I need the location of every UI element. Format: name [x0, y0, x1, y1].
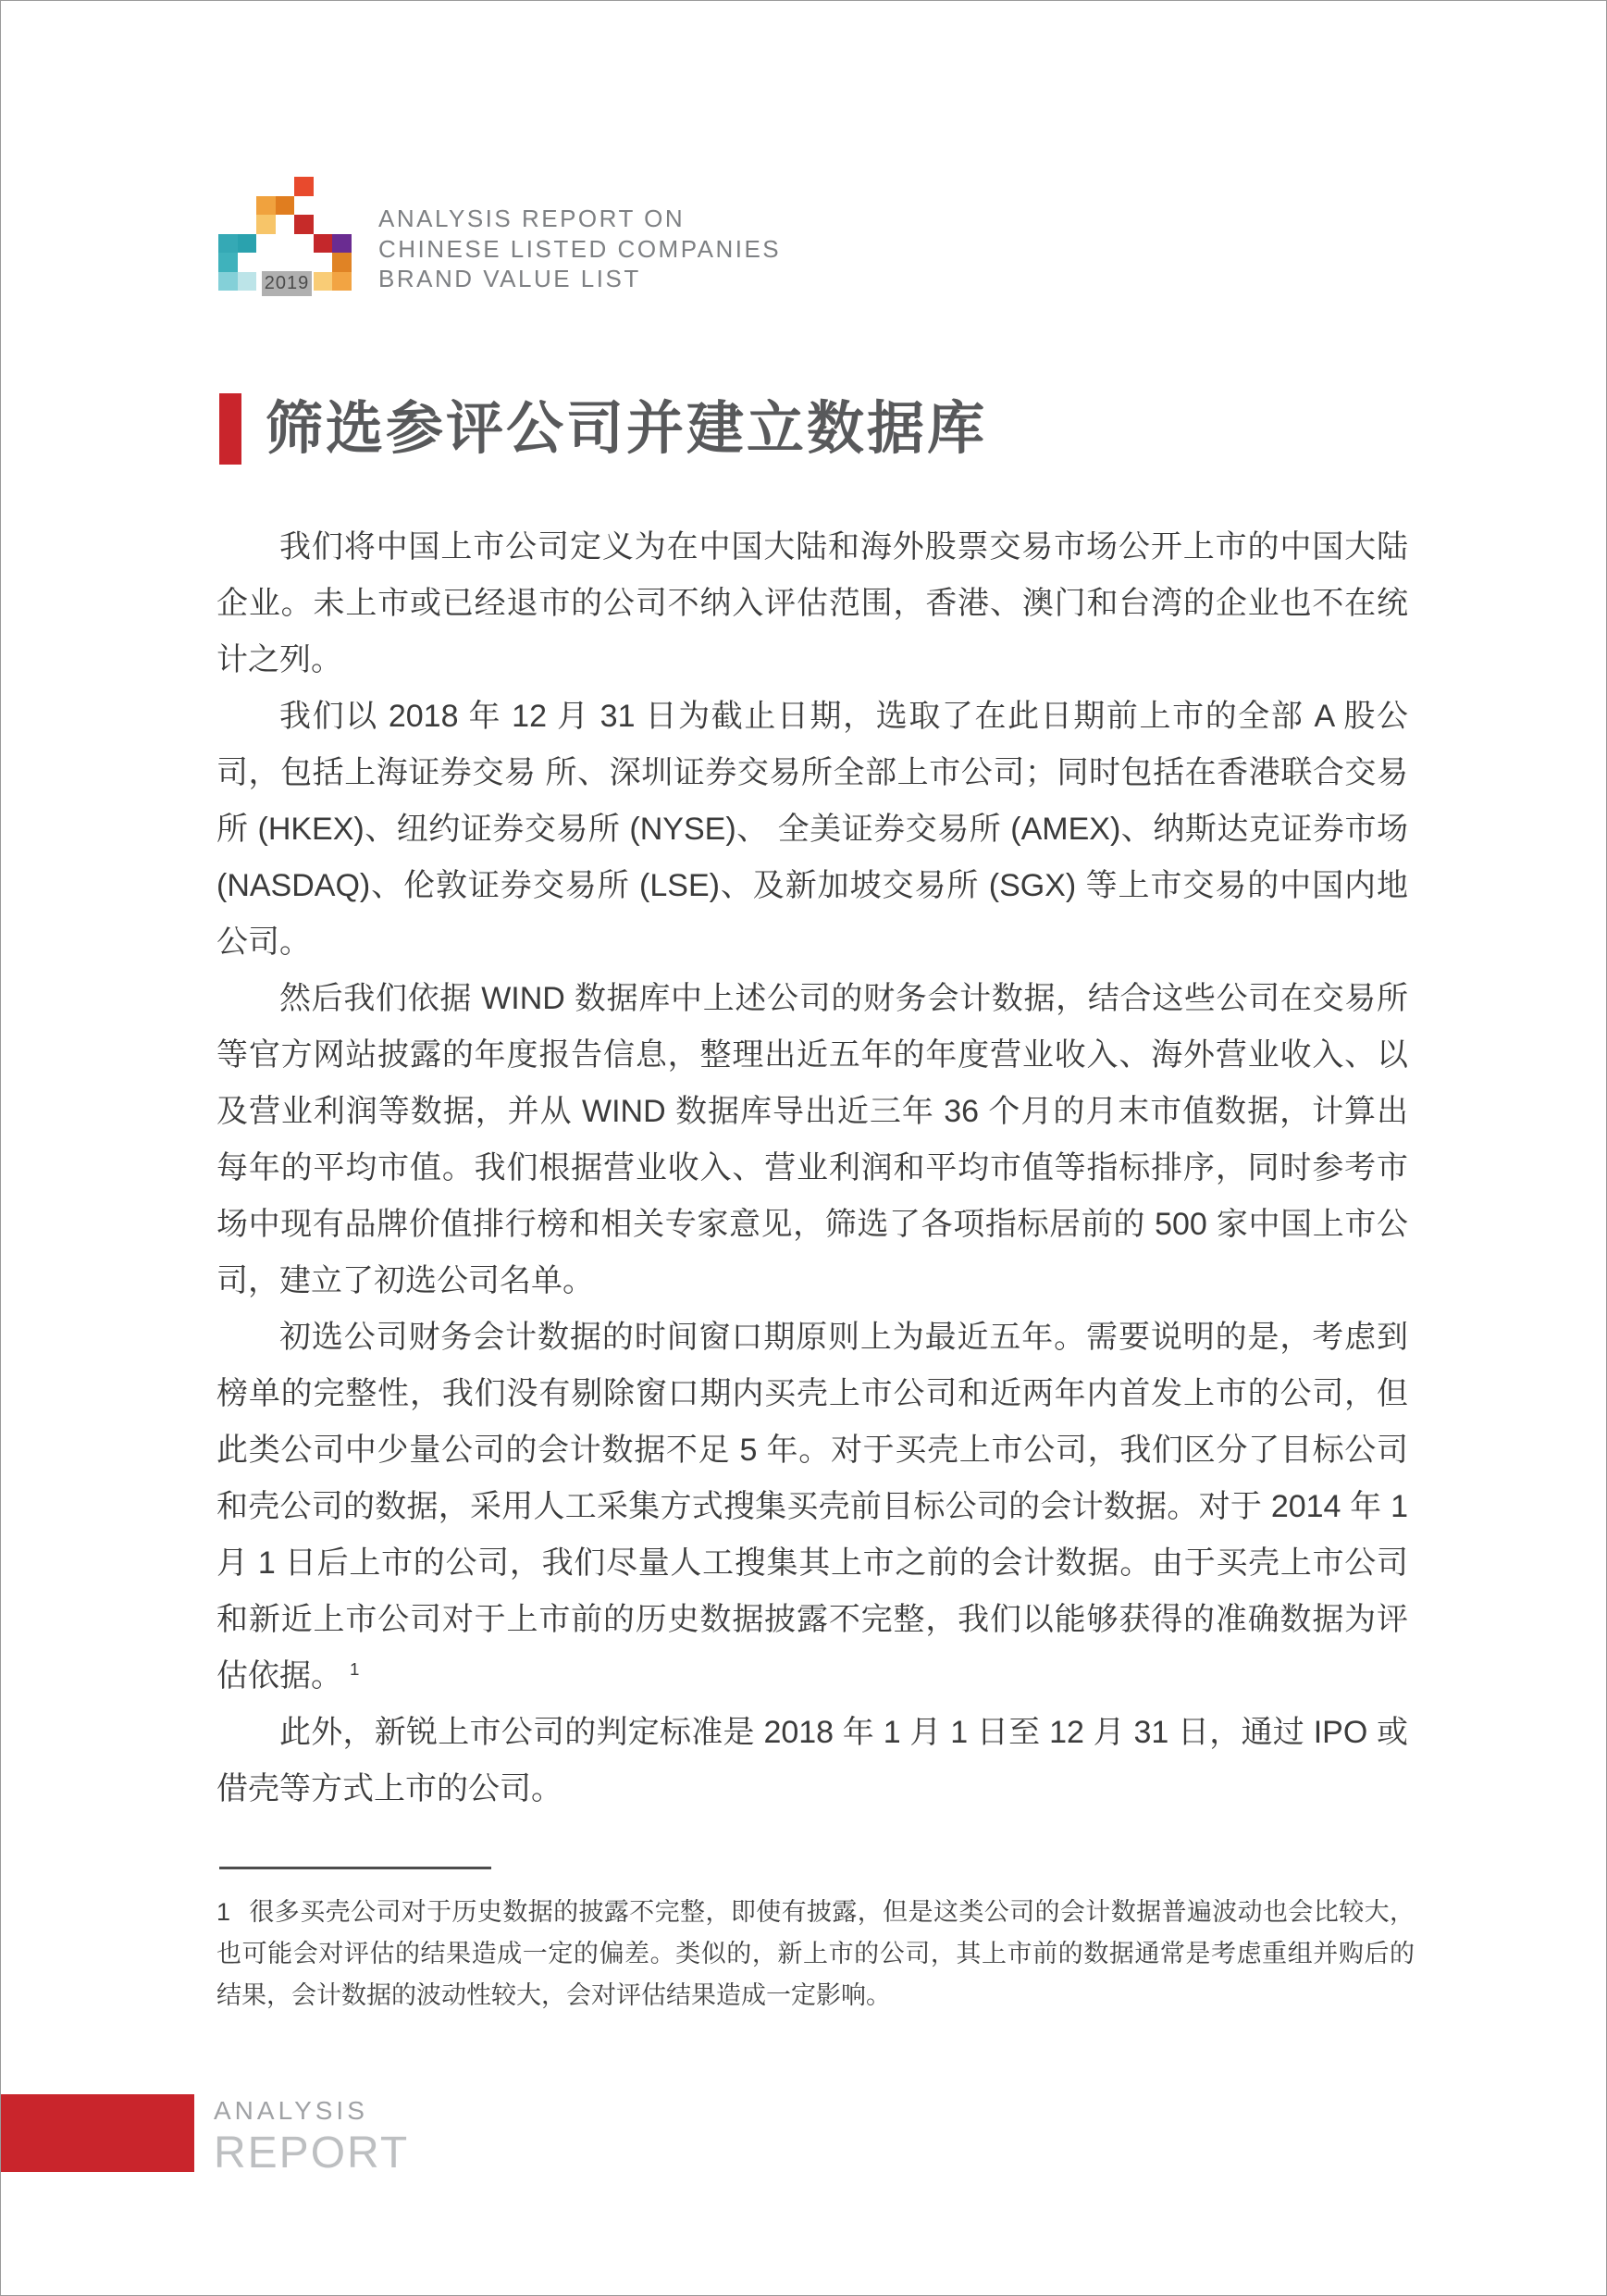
paragraph-5-text: 此外，新锐上市公司的判定标准是 2018 年 1 月 1 日至 12 月 31 日，通过 IPO 或借壳等方式上市的公司。 [216, 1715, 1409, 1806]
logo-year-badge: 2019 [262, 271, 312, 296]
footnote-text: 很多买壳公司对于历史数据的披露不完整，即使有披露，但是这类公司的会计数据普遍波动也会比较大，也可能会对评估的结果造成一定的偏差。类似的，新上市的公司，其上市前的数据通常是考虑重组并购后的结果，会计数据的波动性较大，会对评估结果造成一定影响。 [216, 1898, 1415, 2009]
paragraph-2-text: 我们以 2018 年 12 月 31 日为截止日期，选取了在此日期前上市的全部 A 股公司，包括上海证券交易 所、深圳证券交易所全部上市公司；同时包括在香港联合交易所 (HKEX)、纽约证券交易所 (NYSE)、 全美证券交易所 (AMEX)、纳斯达克证券市场 (NASDAQ)、伦敦证券交易所 (LSE)、及新加坡交易所 (SGX) 等上市交易的中国内地公司。 [216, 699, 1408, 960]
logo-mosaic-cell [294, 177, 314, 196]
brand-title-line-3: BRAND VALUE LIST [378, 265, 641, 292]
logo-mosaic-cell [294, 215, 314, 234]
paragraph-3 [216, 971, 1408, 1309]
paragraph-1-text: 我们将中国上市公司定义为在中国大陆和海外股票交易市场公开上市的中国大陆企业。未上市或已经退市的公司不纳入评估范围，香港、澳门和台湾的企业也不在统计之列。 [216, 529, 1408, 677]
page-title: 筛选参评公司并建立数据库 [266, 397, 988, 461]
logo-mosaic-cell [276, 196, 295, 216]
paragraph-4-text: 初选公司财务会计数据的时间窗口期原则上为最近五年。需要说明的是，考虑到榜单的完整性，我们没有剔除窗口期内买壳上市公司和近两年内首发上市的公司，但此类公司中少量公司的会计数据不足 5 年。对于买壳上市公司，我们区分了目标公司和壳公司的数据，采用人工采集方式搜集买壳前目标公司的会计数据。对于 2014 年 1 月 1 日后上市的公司，我们尽量人工搜集其上市之前的会计数据。由于买壳上市公司和新近上市公司对于上市前的历史数据披露不完整，我们以能够获得的准确数据为评估依据。 [216, 1320, 1408, 1694]
logo-mosaic-cell [218, 253, 238, 272]
logo-mosaic-cell [256, 196, 276, 216]
paragraph-3-text: 然后我们依据 WIND 数据库中上述公司的财务会计数据，结合这些公司在交易所等官方网站披露的年度报告信息，整理出近五年的年度营业收入、海外营业收入、以及营业利润等数据，并从 WIND 数据库导出近三年 36 个月的月末市值数据，计算出每年的平均市值。我们根据营业收入、营业利润和平均市值等指标排序，同时参考市场中现有品牌价值排行榜和相关专家意见，筛选了各项指标居前的 500 家中国上市公司，建立了初选公司名单。 [216, 981, 1408, 1298]
title-accent-bar [219, 393, 241, 465]
footnote-marker: 1 [216, 1898, 231, 1926]
logo-mosaic-cell [256, 215, 276, 234]
section-title-block [219, 393, 987, 465]
brand-logo [218, 177, 352, 293]
footer-red-block [1, 2094, 194, 2172]
footer-analysis-label: ANALYSIS [214, 2096, 368, 2125]
paragraph-1 [216, 519, 1408, 689]
paragraph-2 [216, 689, 1408, 971]
brand-header-title [378, 204, 781, 294]
paragraph-4 [216, 1309, 1408, 1705]
body-text [216, 519, 1408, 1818]
footnote-reference: 1 [350, 1658, 360, 1679]
page-footer [214, 2096, 409, 2178]
logo-mosaic-cell [238, 272, 257, 292]
footnote [216, 1892, 1415, 2017]
footnote-divider [219, 1867, 491, 1869]
footer-report-label: REPORT [214, 2128, 410, 2178]
logo-mosaic-cell [238, 234, 257, 254]
logo-mosaic-cell [314, 272, 333, 292]
logo-mosaic-cell [332, 234, 352, 254]
logo-mosaic-cell [218, 234, 238, 254]
brand-title-line-2: CHINESE LISTED COMPANIES [378, 234, 782, 263]
logo-mosaic-cell [332, 272, 352, 292]
paragraph-5 [216, 1705, 1408, 1818]
brand-title-line-1: ANALYSIS REPORT ON [378, 205, 686, 232]
logo-mosaic-cell [314, 234, 333, 254]
logo-mosaic-cell [332, 253, 352, 272]
logo-mosaic-cell [218, 272, 238, 292]
